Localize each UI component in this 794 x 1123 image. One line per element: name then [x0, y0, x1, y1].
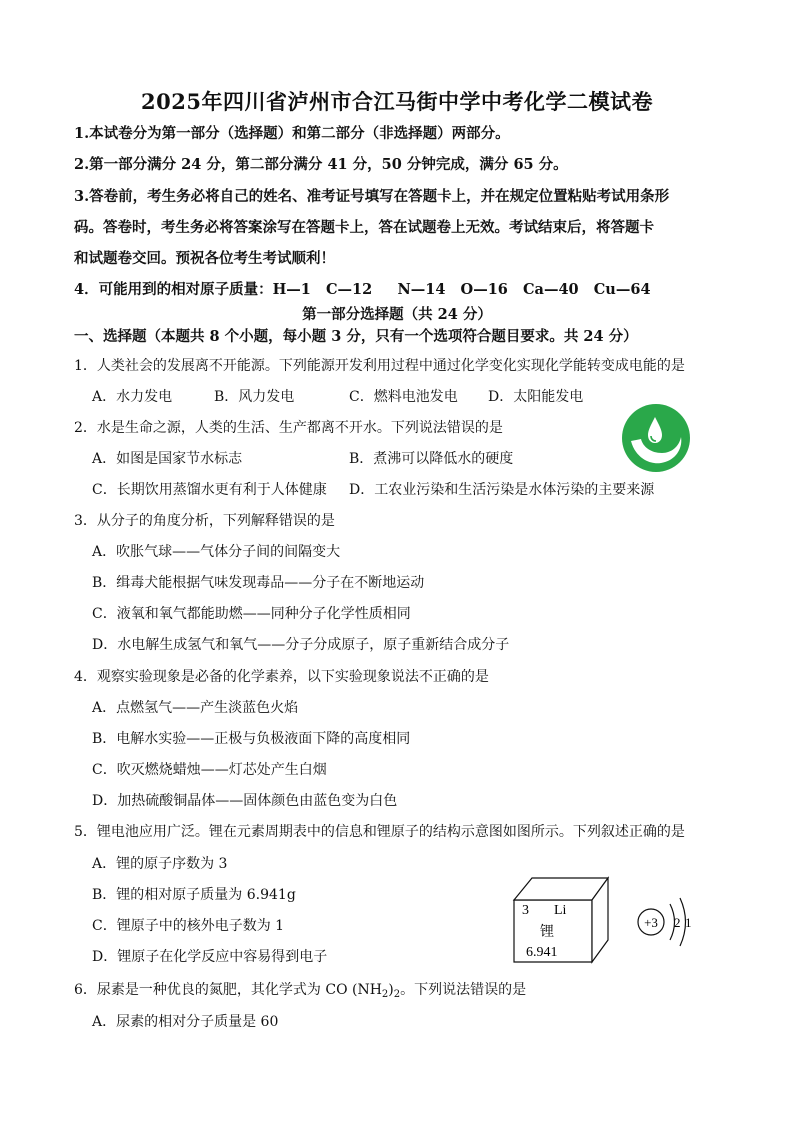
q4-option-a: A．点燃氢气——产生淡蓝色火焰 — [92, 700, 299, 716]
q2-option-b: B．煮沸可以降低水的硬度 — [349, 451, 514, 467]
q5-option-a: A．锂的原子序数为 3 — [92, 856, 228, 872]
water-saving-icon — [621, 403, 691, 473]
nucleus-charge: +3 — [644, 915, 658, 930]
shell-2-electrons: 1 — [685, 915, 692, 930]
section-heading: 一、选择题（本题共 8 个小题，每小题 3 分，只有一个选项符合题目要求。共 24 分） — [74, 328, 638, 345]
question-4-stem: 4．观察实验现象是必备的化学素养，以下实验现象说法不正确的是 — [74, 669, 489, 685]
element-name: 锂 — [540, 924, 554, 940]
q5-option-d: D．锂原子在化学反应中容易得到电子 — [92, 949, 328, 965]
q3-option-c: C．液氧和氧气都能助燃——同种分子化学性质相同 — [92, 606, 411, 622]
q4-option-d: D．加热硫酸铜晶体——固体颜色由蓝色变为白色 — [92, 793, 398, 809]
instruction-3: 3.答卷前，考生务必将自己的姓名、准考证号填写在答题卡上，并在规定位置粘贴考试用条形 — [74, 188, 670, 205]
question-5-stem: 5．锂电池应用广泛。锂在元素周期表中的信息和锂原子的结构示意图如图所示。下列叙述正确的是 — [74, 824, 685, 840]
element-mass: 6.941 — [526, 945, 558, 960]
q1-option-a: A．水力发电 — [92, 389, 173, 405]
q1-option-c: C．燃料电池发电 — [349, 389, 458, 405]
q5-option-b: B．锂的相对原子质量为 6.941g — [92, 887, 296, 903]
q2-option-d: D．工农业污染和生活污染是水体污染的主要来源 — [349, 482, 655, 498]
q4-option-c: C．吹灭燃烧蜡烛——灯芯处产生白烟 — [92, 762, 327, 778]
q3-option-b: B．缉毒犬能根据气味发现毒品——分子在不断地运动 — [92, 575, 425, 591]
instruction-3-cont-1: 码。答卷时，考生务必将答案涂写在答题卡上，答在试题卷上无效。考试结束后，将答题卡 — [74, 219, 654, 236]
shell-1-electrons: 2 — [674, 915, 681, 930]
q6-option-a: A．尿素的相对分子质量是 60 — [92, 1014, 279, 1030]
q2-option-a: A．如图是国家节水标志 — [92, 451, 243, 467]
instruction-3-cont-2: 和试题卷交回。预祝各位考生考试顺利！ — [74, 250, 335, 267]
q6-stem-sub1: 2 — [381, 989, 389, 1000]
q3-option-a: A．吹胀气球——气体分子间的间隔变大 — [92, 544, 341, 560]
q5-option-c: C．锂原子中的核外电子数为 1 — [92, 918, 285, 934]
q1-option-b: B．风力发电 — [214, 389, 295, 405]
atom-structure-diagram — [632, 890, 694, 954]
element-card-diagram — [510, 874, 610, 966]
q6-stem-mid: ) — [388, 982, 394, 998]
element-number: 3 — [522, 903, 529, 918]
q1-option-d: D．太阳能发电 — [488, 389, 584, 405]
q2-option-c: C．长期饮用蒸馏水更有利于人体健康 — [92, 482, 327, 498]
question-2-stem: 2．水是生命之源，人类的生活、生产都离不开水。下列说法错误的是 — [74, 420, 503, 436]
instruction-4: 4．可能用到的相对原子质量：H—1 C—12 N—14 O—16 Ca—40 Cu—64 — [74, 281, 651, 298]
part-heading: 第一部分选择题（共 24 分） — [302, 306, 492, 323]
q4-option-b: B．电解水实验——正极与负极液面下降的高度相同 — [92, 731, 411, 747]
instruction-1: 1.本试卷分为第一部分（选择题）和第二部分（非选择题）两部分。 — [74, 125, 510, 142]
question-6-stem — [74, 980, 526, 1005]
instruction-2: 2.第一部分满分 24 分，第二部分满分 41 分，50 分钟完成，满分 65 分。 — [74, 156, 568, 173]
question-1-stem: 1．人类社会的发展离不开能源。下列能源开发利用过程中通过化学变化实现化学能转变成电能的是 — [74, 358, 685, 374]
page-title: 2025年四川省泸州市合江马街中学中考化学二模试卷 — [141, 89, 653, 114]
q6-stem-sub2: 2 — [393, 989, 401, 1000]
q3-option-d: D．水电解生成氢气和氧气——分子分成原子，原子重新结合成分子 — [92, 637, 510, 653]
question-3-stem: 3．从分子的角度分析，下列解释错误的是 — [74, 513, 335, 529]
q6-stem-post: 。下列说法错误的是 — [400, 982, 527, 998]
element-symbol: Li — [554, 903, 567, 918]
q6-stem-pre: 6．尿素是一种优良的氮肥，其化学式为 CO (NH — [74, 982, 382, 998]
